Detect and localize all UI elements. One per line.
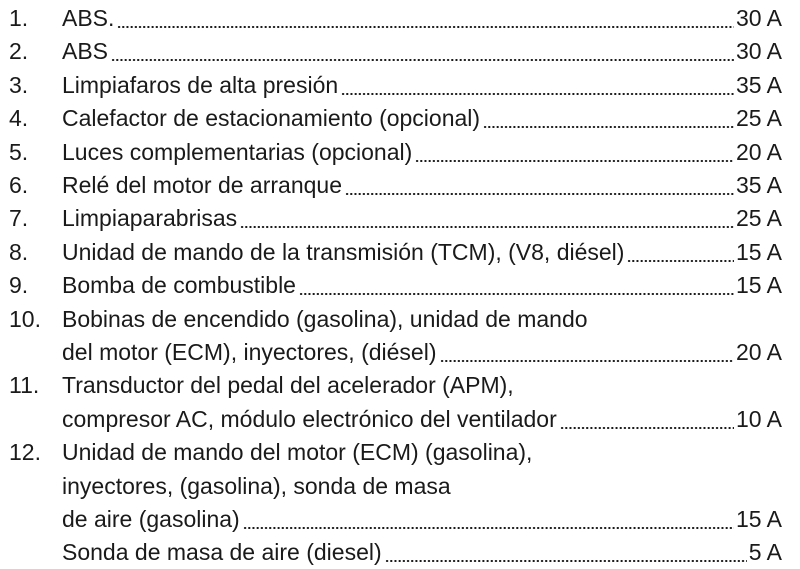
dotted-leader bbox=[627, 260, 733, 262]
fuse-amperage: 20 A bbox=[735, 138, 782, 165]
fuse-description: Limpiaparabrisas bbox=[62, 205, 238, 232]
fuse-line bbox=[0, 303, 782, 336]
dotted-leader bbox=[440, 360, 734, 362]
fuse-line bbox=[0, 236, 782, 269]
fuse-line bbox=[0, 470, 782, 503]
fuse-amperage: 5 A bbox=[748, 539, 782, 566]
fuse-number: 2. bbox=[9, 38, 29, 65]
fuse-description: Limpiafaros de alta presión bbox=[62, 71, 339, 98]
fuse-number: 3. bbox=[9, 71, 29, 98]
fuse-line bbox=[0, 69, 782, 102]
dotted-leader bbox=[299, 293, 734, 295]
fuse-number: 12. bbox=[9, 439, 41, 466]
dotted-leader bbox=[341, 93, 734, 95]
fuse-description: de aire (gasolina) bbox=[62, 506, 240, 532]
fuse-line bbox=[0, 35, 782, 68]
dotted-leader bbox=[345, 193, 734, 195]
fuse-amperage: 30 A bbox=[735, 5, 782, 31]
fuse-description: inyectores, (gasolina), sonda de masa bbox=[62, 472, 451, 499]
fuse-line bbox=[0, 503, 782, 536]
fuse-amperage: 15 A bbox=[735, 506, 782, 532]
fuse-number: 1. bbox=[9, 5, 29, 31]
fuse-description: Unidad de mando de la transmisión (TCM), (V8, diésel) bbox=[62, 238, 625, 265]
dotted-leader bbox=[117, 26, 734, 28]
fuse-line bbox=[0, 403, 782, 436]
fuse-line bbox=[0, 136, 782, 169]
fuse-description: ABS. bbox=[62, 5, 115, 31]
fuse-amperage: 25 A bbox=[735, 205, 782, 232]
fuse-line bbox=[0, 269, 782, 302]
fuse-line bbox=[0, 436, 782, 469]
fuse-description: Bomba de combustible bbox=[62, 272, 296, 299]
fuse-line bbox=[0, 2, 782, 35]
fuse-description: Calefactor de estacionamiento (opcional) bbox=[62, 105, 481, 132]
dotted-leader bbox=[240, 226, 734, 228]
fuse-line bbox=[0, 169, 782, 202]
fuse-number: 7. bbox=[9, 205, 29, 232]
fuse-description: ABS bbox=[62, 38, 109, 65]
dotted-leader bbox=[385, 560, 747, 562]
fuse-description: compresor AC, módulo electrónico del ventilador bbox=[62, 405, 557, 432]
fuse-number: 10. bbox=[9, 305, 41, 332]
dotted-leader bbox=[415, 160, 734, 162]
fuse-description: Luces complementarias (opcional) bbox=[62, 138, 413, 165]
fuse-number: 8. bbox=[9, 238, 29, 265]
fuse-amperage: 30 A bbox=[735, 38, 782, 65]
fuse-number: 4. bbox=[9, 105, 29, 132]
fuse-line bbox=[0, 536, 782, 569]
fuse-description: Unidad de mando del motor (ECM) (gasolina), bbox=[62, 439, 533, 466]
fuse-line bbox=[0, 102, 782, 135]
fuse-number: 6. bbox=[9, 172, 29, 198]
fuse-amperage: 20 A bbox=[735, 339, 782, 365]
fuse-description: del motor (ECM), inyectores, (diésel) bbox=[62, 339, 437, 365]
fuse-amperage: 10 A bbox=[735, 405, 782, 432]
fuse-line bbox=[0, 202, 782, 235]
fuse-amperage: 15 A bbox=[735, 238, 782, 265]
fuse-number: 9. bbox=[9, 272, 29, 299]
fuse-number: 5. bbox=[9, 138, 29, 165]
fuse-description: Relé del motor de arranque bbox=[62, 172, 342, 198]
fuse-amperage: 35 A bbox=[735, 71, 782, 98]
fuse-amperage: 25 A bbox=[735, 105, 782, 132]
fuse-description: Sonda de masa de aire (diesel) bbox=[62, 539, 382, 566]
fuse-description: Transductor del pedal del acelerador (APM), bbox=[62, 372, 514, 399]
dotted-leader bbox=[111, 59, 734, 61]
dotted-leader bbox=[483, 126, 734, 128]
fuse-number: 11. bbox=[9, 372, 40, 399]
fuse-description: Bobinas de encendido (gasolina), unidad de mando bbox=[62, 305, 588, 332]
fuse-amperage: 15 A bbox=[735, 272, 782, 299]
fuse-amperage: 35 A bbox=[735, 172, 782, 198]
dotted-leader bbox=[560, 427, 734, 429]
dotted-leader bbox=[243, 527, 734, 529]
fuse-line bbox=[0, 369, 782, 402]
fuse-line bbox=[0, 336, 782, 369]
